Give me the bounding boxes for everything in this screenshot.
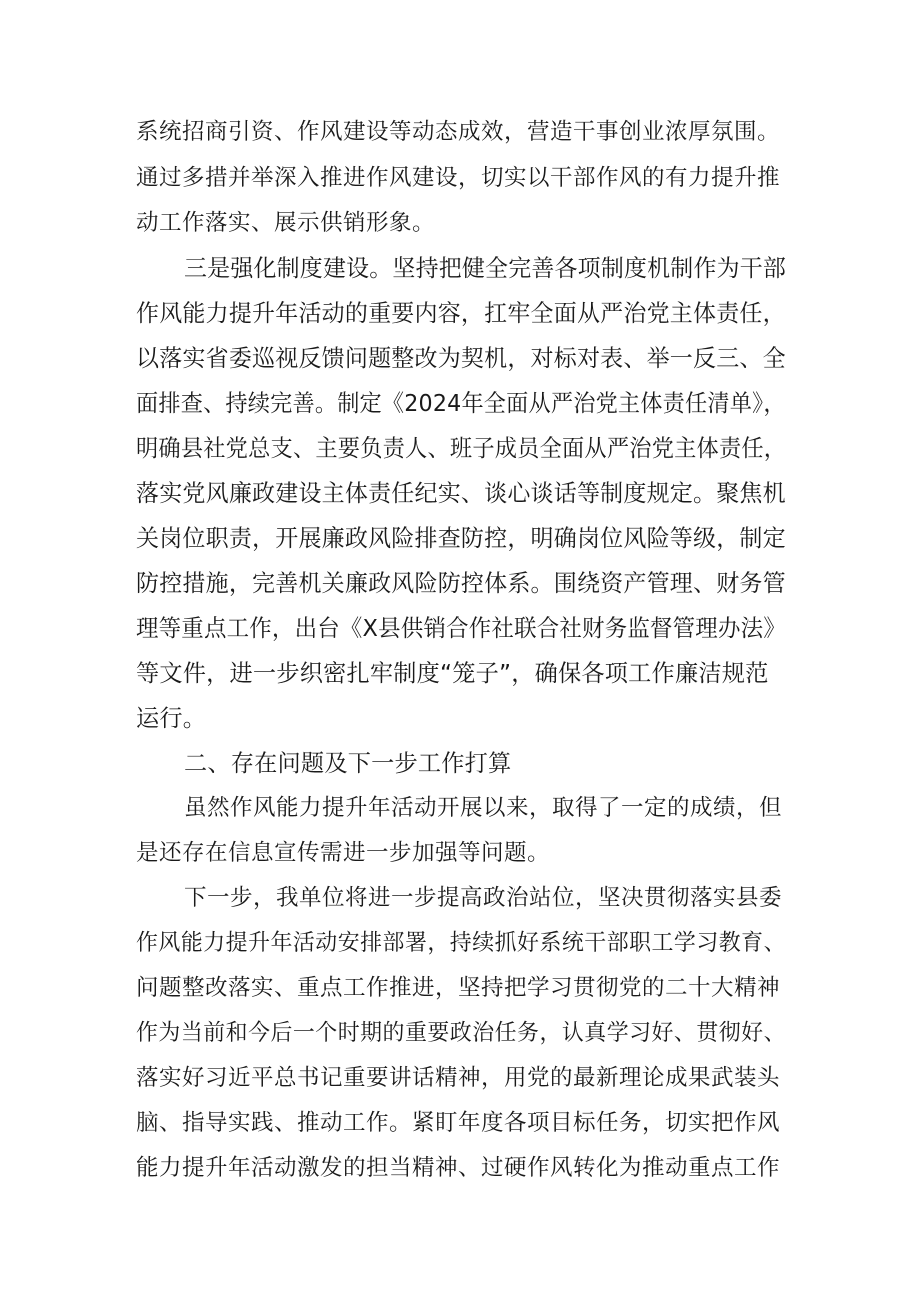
paragraph-1-line-1: 系统招商引资、作风建设等动态成效，营造干事创业浓厚氛围。 bbox=[136, 119, 781, 145]
paragraph-4-line-6: 脑、指导实践、推动工作。紧盯年度各项目标任务，切实把作风 bbox=[136, 1110, 781, 1136]
paragraph-2-line-10: 等文件，进一步织密扎牢制度“笼子”，确保各项工作廉洁规范 bbox=[136, 660, 769, 687]
paragraph-4-line-2: 作风能力提升年活动安排部署，持续抓好系统干部职工学习教育、 bbox=[136, 930, 787, 956]
paragraph-3-line-2: 是还存在信息宣传需进一步加强等问题。 bbox=[136, 840, 551, 866]
paragraph-4-line-3: 问题整改落实、重点工作推进，坚持把学习贯彻党的二十大精神 bbox=[136, 975, 781, 1001]
paragraph-2-line-6: 落实党风廉政建设主体责任纪实、谈心谈话等制度规定。聚焦机 bbox=[136, 480, 786, 507]
paragraph-2-line-3: 以落实省委巡视反馈问题整改为契机，对标对表、举一反三、全 bbox=[136, 345, 786, 372]
paragraph-4-line-5: 落实好习近平总书记重要讲话精神，用党的最新理论成果武装头 bbox=[136, 1065, 781, 1091]
paragraph-2-line-8: 防控措施，完善机关廉政风险防控体系。围绕资产管理、财务管 bbox=[136, 570, 786, 597]
paragraph-4-line-4: 作为当前和今后一个时期的重要政治任务，认真学习好、贯彻好、 bbox=[136, 1020, 787, 1046]
paragraph-2-line-9: 理等重点工作，出台《X县供销合作社联合社财务监督管理办法》 bbox=[136, 615, 786, 642]
paragraph-2-line-1: 三是强化制度建设。坚持把健全完善各项制度机制作为干部 bbox=[184, 255, 787, 282]
paragraph-2-line-4: 面排查、持续完善。制定《2024年全面从严治党主体责任清单》， bbox=[136, 390, 786, 417]
paragraph-2-line-5: 明确县社党总支、主要负责人、班子成员全面从严治党主体责任， bbox=[136, 435, 787, 462]
paragraph-2-line-2: 作风能力提升年活动的重要内容，扛牢全面从严治党主体责任， bbox=[136, 300, 786, 327]
paragraph-2-line-7: 关岗位职责，开展廉政风险排查防控，明确岗位风险等级，制定 bbox=[136, 525, 786, 552]
paragraph-1-line-3: 动工作落实、展示供销形象。 bbox=[136, 210, 436, 236]
section-heading: 二、存在问题及下一步工作打算 bbox=[184, 750, 512, 777]
paragraph-4-line-1: 下一步，我单位将进一步提高政治站位，坚决贯彻落实县委 bbox=[184, 885, 783, 911]
paragraph-1-line-2: 通过多措并举深入推进作风建设，切实以干部作风的有力提升推 bbox=[136, 165, 781, 191]
paragraph-4-line-7: 能力提升年活动激发的担当精神、过硬作风转化为推动重点工作 bbox=[136, 1155, 781, 1181]
paragraph-2-line-11: 运行。 bbox=[136, 705, 207, 732]
paragraph-3-line-1: 虽然作风能力提升年活动开展以来，取得了一定的成绩，但 bbox=[184, 795, 783, 821]
